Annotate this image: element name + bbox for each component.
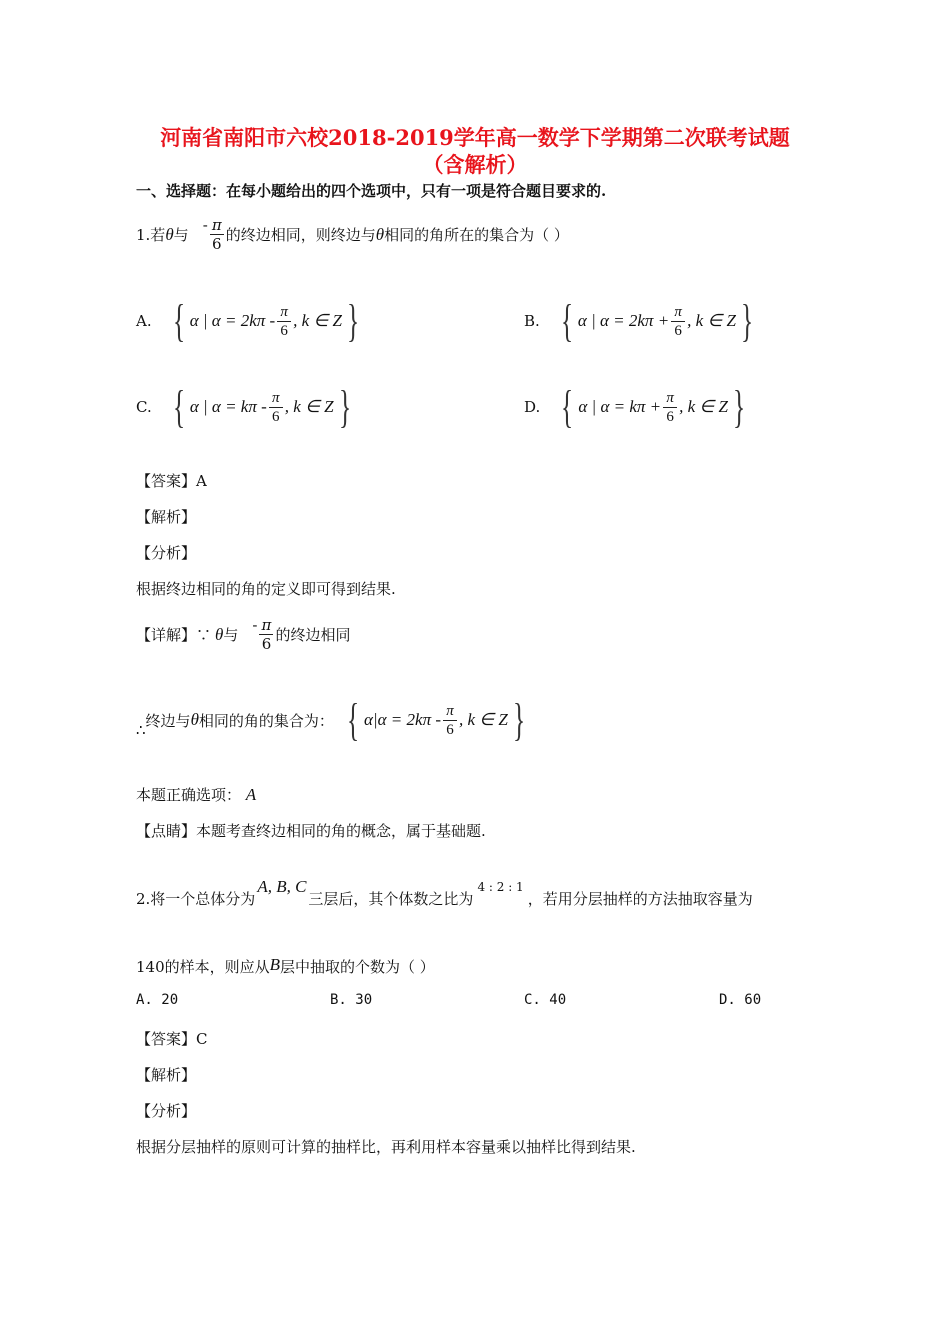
option-set	[168, 295, 364, 346]
q2-option-b[interactable]: B. 30	[330, 992, 373, 1008]
q1-analysis: 根据终边相同的角的定义即可得到结果.	[136, 580, 396, 598]
q1-jiexi: 【解析】	[136, 508, 197, 526]
fraction-numerator: π	[261, 616, 272, 634]
q2-answer: 【答案】C	[136, 1030, 208, 1048]
q2-line2b: 层中抽取的个数为（ ）	[280, 958, 435, 976]
correct-label: 本题正确选项：	[136, 786, 242, 804]
fraction-denominator: 6	[211, 235, 222, 253]
q2-line2a: 140的样本，则应从	[136, 958, 270, 976]
q1-with: 与	[173, 226, 189, 244]
q2-fenxi: 【分析】	[136, 1102, 197, 1120]
q2-abc: A, B, C	[257, 876, 307, 896]
set-tail: , k ∈ Z	[293, 311, 342, 330]
detail-with: 与	[223, 626, 239, 644]
q2-layer-b: B	[269, 954, 281, 974]
q1-minus-sign: -	[202, 215, 208, 234]
detail-theta: θ	[215, 624, 224, 644]
fraction-denominator: 6	[446, 721, 454, 738]
q1-stem-rest: 的终边相同，则终边与	[225, 226, 376, 244]
left-brace: {	[172, 295, 185, 346]
q1-stem-rest-2: 相同的角所在的集合为（ ）	[384, 226, 569, 244]
q1-comment: 【点睛】本题考查终边相同的角的概念，属于基础题.	[136, 822, 486, 840]
document-subtitle: （含解析）	[422, 152, 528, 177]
set-theta: θ	[190, 710, 199, 729]
right-brace: }	[512, 694, 525, 745]
fraction	[277, 303, 291, 340]
set-text-1: 终边与	[145, 711, 191, 730]
right-brace: }	[732, 381, 746, 432]
q2-prefix: 2.将一个总体分为	[136, 890, 256, 908]
fraction	[269, 389, 283, 426]
fraction	[663, 389, 677, 426]
question-2-stem	[136, 876, 753, 909]
fraction-numerator: π	[446, 702, 454, 719]
left-brace: {	[346, 694, 360, 745]
set-head: α | α = kπ +	[578, 397, 662, 416]
fraction-denominator: 6	[261, 635, 272, 653]
option-label: A.	[136, 312, 152, 330]
fraction-numerator: π	[272, 389, 280, 406]
option-label: D.	[524, 398, 541, 416]
fraction-denominator: 6	[666, 408, 674, 425]
q2-ratio: 4 : 2 : 1	[477, 879, 524, 894]
set-tail: , k ∈ Z	[679, 397, 728, 416]
option-set	[168, 381, 356, 432]
q2-jiexi: 【解析】	[136, 1066, 197, 1084]
q2-tail: ，若用分层抽样的方法抽取容量为	[527, 890, 753, 908]
option-set	[556, 381, 750, 432]
set-tail: , k ∈ Z	[459, 710, 508, 729]
q1-correct-option	[136, 784, 256, 805]
q1-answer: 【答案】A	[136, 472, 207, 490]
q1-theta-2: θ	[375, 224, 385, 244]
q1-option-a[interactable]	[136, 295, 364, 346]
fraction-denominator: 6	[674, 322, 682, 339]
set-tail: , k ∈ Z	[284, 397, 334, 416]
fraction-numerator: π	[280, 303, 288, 320]
q1-theta: θ	[165, 224, 174, 244]
fraction-denominator: 6	[280, 322, 288, 339]
detail-fraction	[259, 616, 273, 653]
question-2-stem-line-2	[136, 956, 435, 977]
therefore-symbol: ∴	[136, 721, 146, 739]
document-title: 河南省南阳市六校2018-2019学年高一数学下学期第二次联考试题	[160, 125, 790, 150]
correct-value: A	[245, 785, 257, 804]
detail-tag: 【详解】∵	[136, 626, 212, 644]
q1-fenxi: 【分析】	[136, 544, 197, 562]
q2-option-c[interactable]: C. 40	[524, 992, 567, 1008]
left-brace: {	[561, 381, 574, 432]
right-brace: }	[346, 295, 360, 346]
set-head: α | α = 2kπ +	[577, 311, 670, 330]
set-tail: , k ∈ Z	[687, 311, 736, 330]
option-label: C.	[136, 398, 152, 416]
q1-detail	[136, 616, 350, 653]
fraction-numerator: π	[211, 216, 222, 234]
section-heading: 一、选择题：在每小题给出的四个选项中，只有一项是符合题目要求的.	[136, 182, 607, 200]
fraction-denominator: 6	[272, 408, 280, 425]
fraction-numerator: π	[666, 389, 674, 406]
q2-mid: 三层后，其个体数之比为	[308, 890, 474, 908]
q1-fraction	[210, 216, 224, 253]
set-head: α|α = 2kπ -	[364, 710, 441, 729]
q1-option-d[interactable]	[524, 381, 750, 432]
question-1-stem	[136, 216, 569, 253]
right-brace: }	[338, 381, 351, 432]
left-brace: {	[560, 295, 573, 346]
answer-set	[342, 694, 530, 745]
q1-option-c[interactable]	[136, 381, 356, 432]
option-set	[556, 295, 758, 346]
q2-option-a[interactable]: A. 20	[136, 992, 179, 1008]
left-brace: {	[172, 381, 185, 432]
option-label: B.	[524, 312, 540, 330]
fraction	[671, 303, 685, 340]
q2-option-d[interactable]: D. 60	[719, 992, 762, 1008]
set-head: α | α = kπ -	[189, 397, 267, 416]
fraction-numerator: π	[674, 303, 682, 320]
right-brace: }	[740, 295, 754, 346]
fraction	[443, 702, 457, 739]
q1-set-line	[136, 694, 530, 745]
set-head: α | α = 2kπ -	[189, 311, 276, 330]
q2-analysis: 根据分层抽样的原则可计算的抽样比，再利用样本容量乘以抽样比得到结果.	[136, 1138, 636, 1156]
set-text-2: 相同的角的集合为：	[198, 711, 334, 730]
detail-rest: 的终边相同	[275, 626, 351, 644]
detail-minus: -	[252, 615, 258, 634]
q1-prefix: 1.若	[136, 226, 166, 244]
q1-option-b[interactable]	[524, 295, 758, 346]
